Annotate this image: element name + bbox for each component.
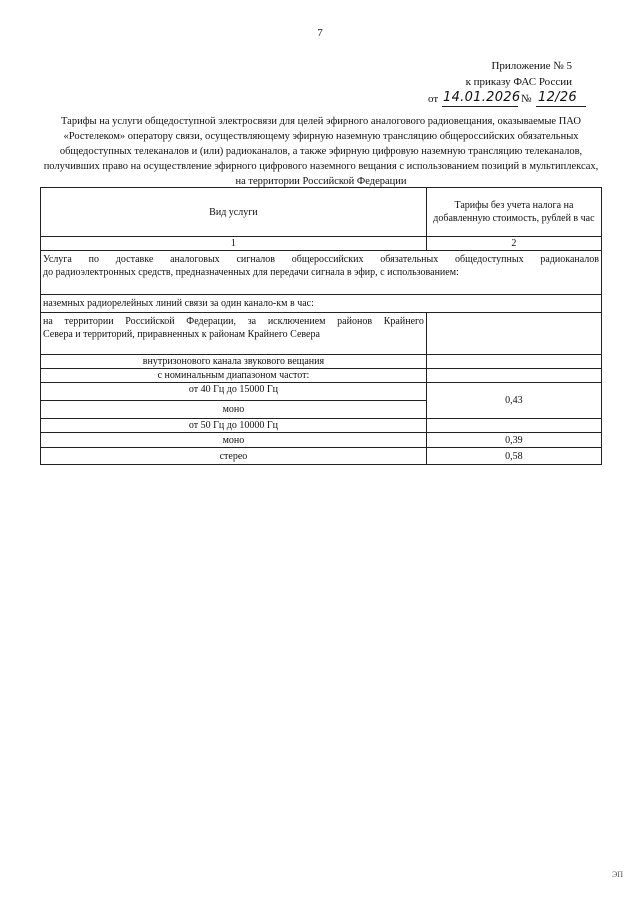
number-prefix: №	[521, 93, 532, 105]
page-number: 7	[317, 27, 323, 39]
header-tariff: Тарифы без учета налога на добавленную стоимость, рублей в час	[426, 188, 601, 237]
territory-price-empty	[426, 313, 601, 355]
column-number-2: 2	[426, 237, 601, 251]
intrazone-channel: внутризонового канала звукового вещания	[41, 355, 427, 369]
nominal-range-row	[41, 369, 602, 383]
intrazone-price-empty	[426, 355, 601, 369]
mono-40-15000: моно	[41, 401, 427, 419]
appendix-header	[466, 58, 572, 90]
order-date-number-line	[428, 91, 588, 109]
order-reference: к приказу ФАС России	[465, 76, 572, 88]
territory-description	[41, 313, 427, 355]
table-header-row	[41, 188, 602, 237]
price-stereo-50-10000: 0,58	[426, 448, 601, 465]
nominal-price-empty	[426, 369, 601, 383]
price-mono-50-10000: 0,39	[426, 433, 601, 448]
range2-row	[41, 419, 602, 433]
order-date-handwritten: 14.01.2026	[443, 90, 521, 105]
signature-mark: ЭП	[612, 870, 624, 879]
tariff-table	[40, 187, 602, 465]
territory-line-2: Севера и территорий, приравненных к районам Крайнего Севера	[43, 329, 320, 340]
intrazone-row	[41, 355, 602, 369]
number-underline	[536, 106, 586, 107]
mono2-row	[41, 433, 602, 448]
range1-row	[41, 383, 602, 401]
document-title: Тарифы на услуги общедоступной электросвязи для целей эфирного аналогового радиовещания, оказываемые ПАО «Ростелеком» оператору связи, осуществляющему эфирную наземную трансляцию общероссийских обязательных общедоступных телеканалов и (или) радиоканалов, а также эфирную цифровую наземную трансляцию телеканалов, получивших право на осуществление эфирного цифрового наземного вещания с использованием позиций в мультиплексах, на территории Российской Федерации	[43, 116, 599, 187]
price-range-40-15000-mono: 0,43	[426, 383, 601, 419]
service-description-row	[41, 251, 602, 295]
stereo-50-10000: стерео	[41, 448, 427, 465]
appendix-title: Приложение № 5	[491, 60, 572, 72]
column-number-row	[41, 237, 602, 251]
header-service-type: Вид услуги	[41, 188, 427, 237]
radio-relay-lines: наземных радиорелейных линий связи за один канало-км в час:	[41, 295, 602, 313]
range-40-15000: от 40 Гц до 15000 Гц	[41, 383, 427, 401]
territory-line-1: на территории Российской Федерации, за исключением районов Крайнего	[43, 316, 424, 327]
range2-price-empty	[426, 419, 601, 433]
nominal-frequency-range: с номинальным диапазоном частот:	[41, 369, 427, 383]
mono-50-10000: моно	[41, 433, 427, 448]
range-50-10000: от 50 Гц до 10000 Гц	[41, 419, 427, 433]
service-description-line-1: Услуга по доставке аналоговых сигналов общероссийских обязательных общедоступных радиоканалов	[43, 254, 599, 265]
date-underline	[442, 106, 518, 107]
radio-relay-row	[41, 295, 602, 313]
column-number-1: 1	[41, 237, 427, 251]
date-prefix: от	[428, 93, 439, 105]
service-description-line-2: до радиоэлектронных средств, предназначенных для передачи сигнала в эфир, с использованием:	[43, 267, 459, 278]
stereo-row	[41, 448, 602, 465]
territory-row	[41, 313, 602, 355]
order-number-handwritten: 12/26	[538, 90, 577, 105]
service-description	[41, 251, 602, 295]
